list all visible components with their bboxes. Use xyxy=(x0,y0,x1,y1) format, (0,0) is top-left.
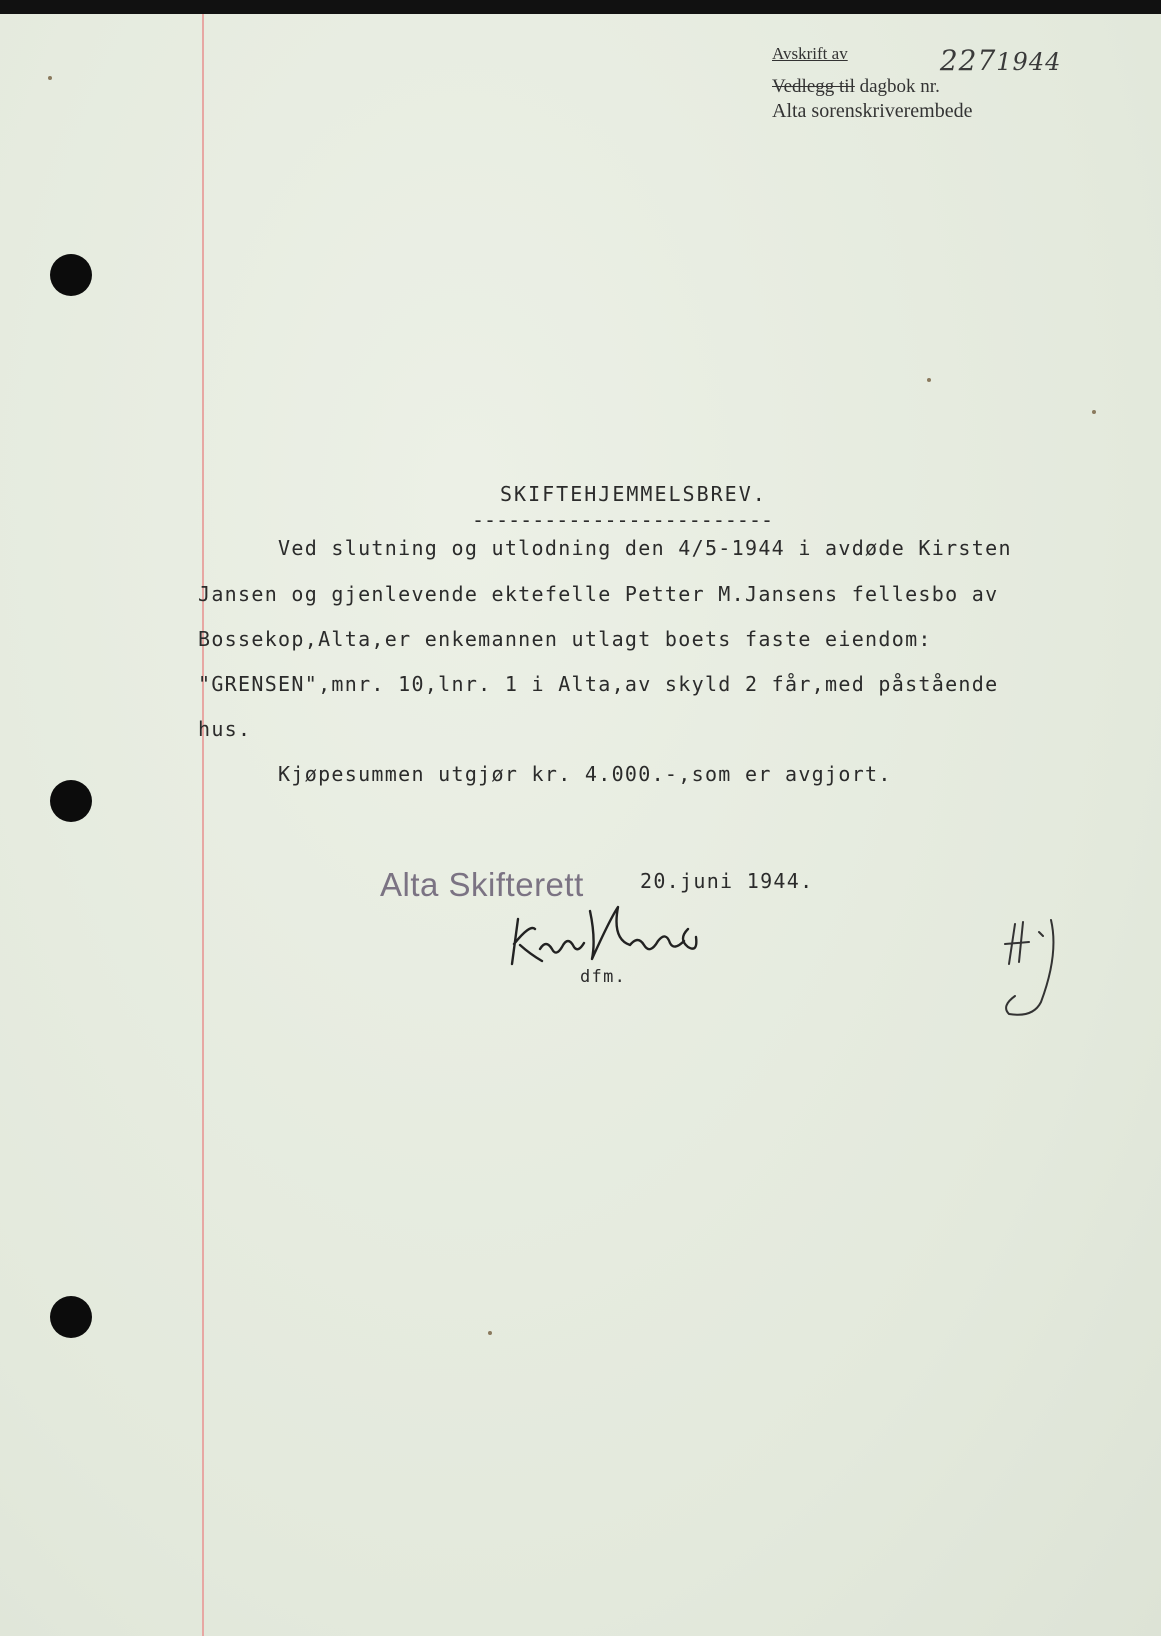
document-page xyxy=(0,14,1161,1636)
header-avskrift-label: Avskrift av xyxy=(772,44,848,63)
body-line: "GRENSEN",mnr. 10,lnr. 1 i Alta,av skyld 2 får,med påstående xyxy=(198,672,999,696)
paper-speck xyxy=(927,378,931,382)
header-office: Alta sorenskriverembede xyxy=(772,100,973,122)
paper-speck xyxy=(48,76,52,80)
header-struck-label: Vedlegg til xyxy=(772,76,855,97)
margin-line xyxy=(202,14,204,1636)
court-stamp: Alta Skifterett xyxy=(380,866,584,903)
punch-hole xyxy=(50,780,92,822)
body-line: hus. xyxy=(198,717,252,741)
document-date: 20.juni 1944. xyxy=(640,869,814,893)
signer-title: dfm. xyxy=(580,967,627,987)
body-line: Kjøpesummen utgjør kr. 4.000.-,som er avgjort. xyxy=(198,762,892,786)
document-title: SKIFTEHJEMMELSBREV. xyxy=(500,482,767,506)
punch-hole xyxy=(50,254,92,296)
paper-speck xyxy=(488,1331,492,1335)
dagbok-year: 1944 xyxy=(996,48,1062,76)
signature xyxy=(500,899,730,974)
punch-hole xyxy=(50,1296,92,1338)
title-underline: ------------------------- xyxy=(472,508,774,532)
body-line: Ved slutning og utlodning den 4/5-1944 i avdøde Kirsten xyxy=(198,536,1012,560)
header-dagbok-label: dagbok nr. xyxy=(859,76,940,97)
initials xyxy=(995,914,1085,1024)
paper-speck xyxy=(1092,410,1096,414)
body-line: Jansen og gjenlevende ektefelle Petter M.Jansens fellesbo av xyxy=(198,582,999,606)
body-line: Bossekop,Alta,er enkemannen utlagt boets faste eiendom: xyxy=(198,627,932,651)
dagbok-number: 227 xyxy=(939,44,997,77)
